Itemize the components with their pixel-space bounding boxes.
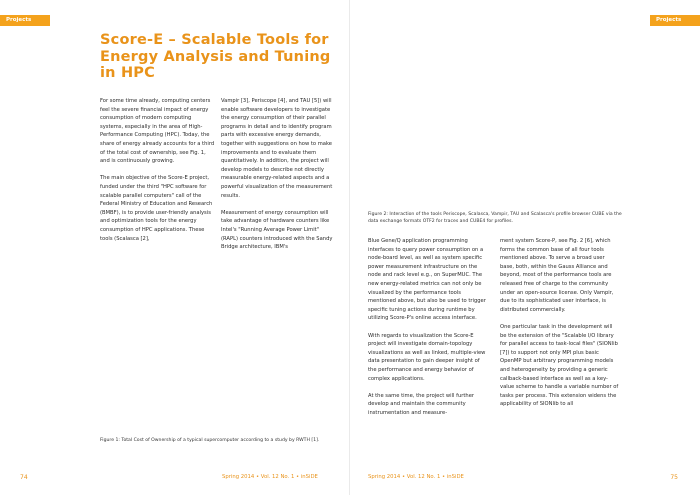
paragraph: The main objective of the Score-E project, funded under the third "HPC software for scalable parallel computers" call of the Federal Ministry of Education and Research (BMBF), is to provide user-friendly analysis and optimization tools for the energy consumption of HPC applications. These tools (Scalasca [2], [100, 175, 213, 242]
paragraph: At the same time, the project will further develop and maintain the community instrumentation and measure- [368, 392, 475, 416]
section-tab-left: Projects [0, 15, 50, 26]
figure-2-caption: Figure 2: Interaction of the tools Periscope, Scalasca, Vampir, TAU and Scalasca's profile browser CUBE via the data exchange formats OTF2 for traces and CUBE4 for profiles. [368, 212, 622, 224]
paragraph: Measurement of energy consumption will take advantage of hardware counters like Intel's "Running Average Power Limit" (RAPL) counters introduced with the Sandy Bridge architecture, IBM's [221, 209, 333, 251]
right-page-column-2 [500, 237, 620, 417]
paragraph: For some time already, computing centers feel the severe financial impact of energy consumption of modern computing systems, especially in the area of High-Performance Computing (HPC). Today, the share of energy already accounts for a third of the total cost of ownership, see Fig. 1, and is continuously growing. [100, 98, 215, 165]
right-page-column-1 [368, 237, 488, 426]
paragraph: With regards to visualization the Score-E project will investigate domain-topology visualizations as well as linked, multiple-view data presentation to gain deeper insight of the performance and energy behavior of complex applications. [368, 332, 486, 382]
section-tab-right: Projects [650, 15, 700, 26]
paragraph: Vampir [3], Periscope [4], and TAU [5]) will enable software developers to investigate the energy consumption of their parallel programs in detail and to identify program parts with excessive energy demands, together with suggestions on how to make improvements and to evaluate them quantitatively. In addition, the project will develop models to describe not directly measurable energy-related aspects and a powerful visualization of the measurement results. [221, 98, 333, 199]
figure-1-caption: Figure 1: Total Cost of Ownership of a typical supercomputer according to a study by RWTH [1]. [100, 438, 320, 443]
issue-info-right: Spring 2014 • Vol. 12 No. 1 • inSiDE [368, 474, 464, 480]
right-page [350, 0, 700, 495]
paragraph: ment system Score-P, see Fig. 2 [6], which forms the common base of all four tools mentioned above. To serve a broad user base, both, within the Gauss Alliance and beyond, most of the performance tools are released free of charge to the community under an open-source license. Only Vampir, due to its sophisticated user interface, is distributed commercially. [500, 238, 614, 313]
paragraph: Blue Gene/Q application programming interfaces to query power consumption on a node-board level, as well as system specific power measurement infrastructure on the node and rack level e.g., on SuperMUC. The new energy-related metrics can not only be visualized by the performance tools mentioned above, but also be used to trigger specific tuning actions during runtime by utilizing Score-P's online access interface. [368, 238, 486, 322]
left-page-column-1 [100, 97, 216, 252]
page-number-left: 74 [20, 474, 28, 481]
issue-info-left: Spring 2014 • Vol. 12 No. 1 • inSiDE [222, 474, 318, 480]
paragraph: One particular task in the development will be the extension of the "Scalable I/O library for parallel access to task-local files" (SIONlib [7]) to support not only MPI plus basic OpenMP but arbitrary programming models and heterogeneity by providing a generic callback-based interface as well as a key-value scheme to handle a variable number of tasks per process. This extension widens the applicability of SIONlib to all [500, 323, 619, 408]
article-title: Score-E – Scalable Tools for Energy Analysis and Tuning in HPC [100, 32, 331, 81]
page-number-right: 75 [670, 474, 678, 481]
left-page-column-2 [221, 97, 337, 260]
